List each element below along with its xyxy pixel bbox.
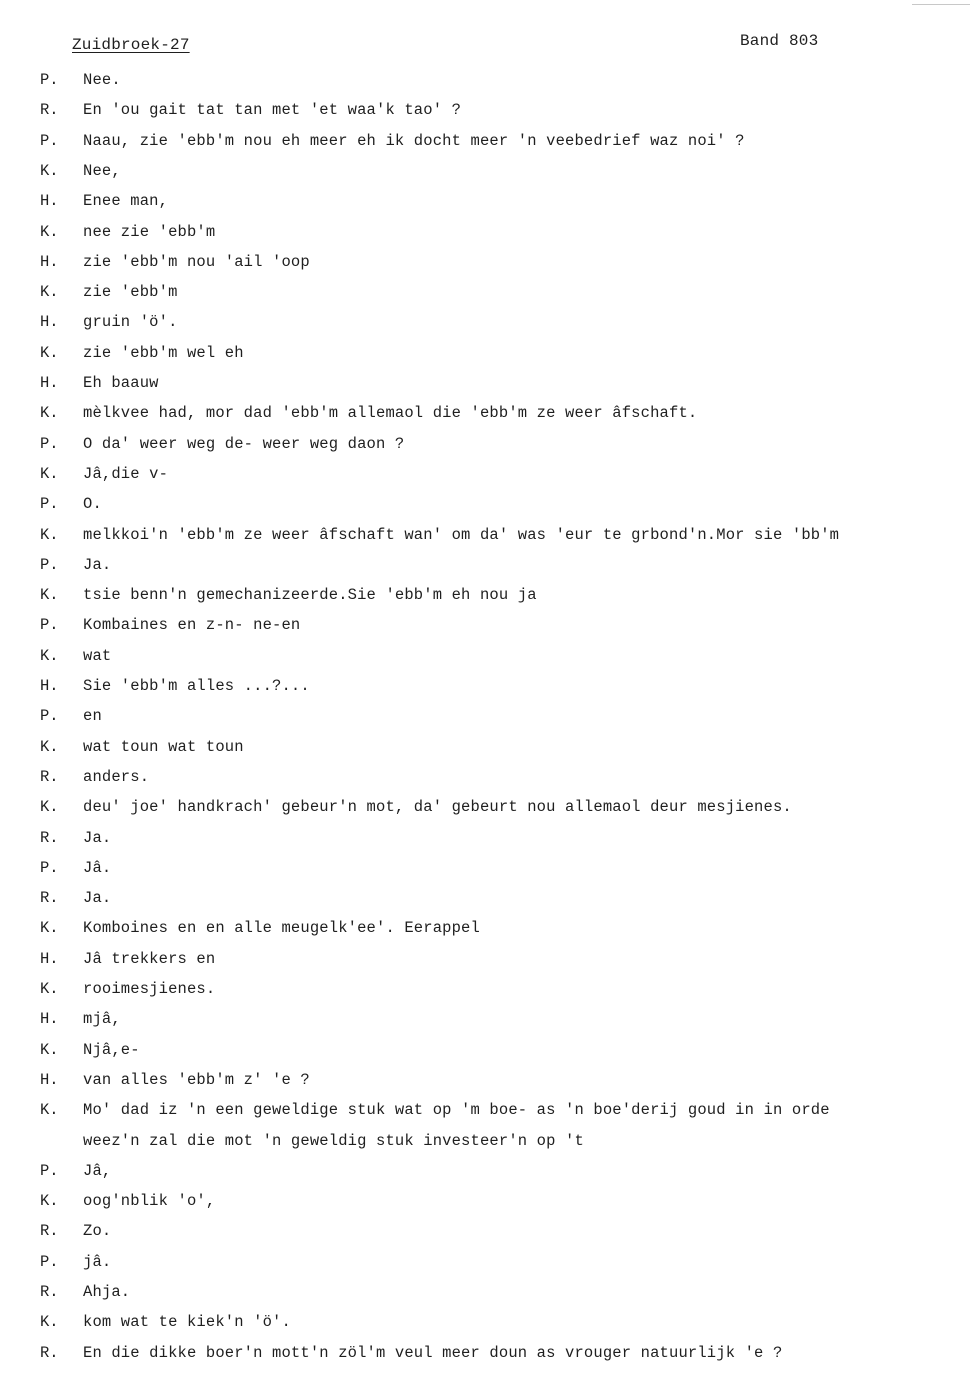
speaker-label: K.: [40, 798, 59, 817]
speaker-label: P.: [40, 555, 59, 574]
utterance-text: Njâ,e-: [83, 1040, 140, 1059]
utterance-text: O.: [83, 495, 102, 514]
speaker-label: K.: [40, 1192, 59, 1211]
speaker-label: H.: [40, 252, 59, 271]
speaker-label: K.: [40, 464, 59, 483]
speaker-label: K.: [40, 980, 59, 998]
utterance-text: van alles 'ebb'm z' 'e ?: [83, 1070, 310, 1089]
speaker-label: P.: [40, 434, 59, 453]
speaker-label: R.: [40, 828, 59, 847]
speaker-label: P.: [40, 858, 59, 877]
speaker-label: K.: [40, 586, 59, 605]
speaker-label: R.: [40, 1283, 59, 1301]
speaker-label: R.: [40, 1343, 59, 1362]
speaker-label: K.: [40, 222, 59, 241]
speaker-label: H.: [40, 192, 59, 211]
utterance-text: Ahja.: [83, 1283, 131, 1301]
speaker-label: R.: [40, 767, 59, 786]
utterance-text: en: [83, 707, 102, 726]
speaker-label: H.: [40, 313, 59, 332]
speaker-label: H.: [40, 949, 59, 968]
utterance-text: Zo.: [83, 1222, 112, 1241]
speaker-label: K.: [40, 525, 59, 544]
speaker-label: K.: [40, 404, 59, 423]
utterance-text: Nee,: [83, 161, 121, 180]
utterance-text: Jâ trekkers en: [83, 949, 216, 968]
utterance-text: Naau, zie 'ebb'm nou eh meer eh ik docht meer 'n veebedrief waz noi' ?: [83, 131, 745, 150]
utterance-text: Ja.: [83, 555, 112, 574]
speaker-label: R.: [40, 889, 59, 908]
utterance-text: deu' joe' handkrach' gebeur'n mot, da' gebeurt nou allemaol deur mesjienes.: [83, 798, 792, 817]
speaker-label: H.: [40, 1070, 59, 1089]
speaker-label: K.: [40, 283, 59, 302]
speaker-label: P.: [40, 495, 59, 514]
utterance-text: Eh baauw: [83, 374, 159, 392]
utterance-text: melkkoi'n 'ebb'm ze weer âfschaft wan' om da' was 'eur te grbond'n.Mor sie 'bb'm: [83, 525, 840, 544]
utterance-text: kom wat te kiek'n 'ö'.: [83, 1313, 291, 1332]
utterance-text: tsie benn'n gemechanizeerde.Sie 'ebb'm eh nou ja: [83, 586, 537, 605]
utterance-text: En 'ou gait tat tan met 'et waa'k tao' ?: [83, 101, 462, 120]
utterance-text: zie 'ebb'm nou 'ail 'oop: [83, 252, 310, 271]
speaker-label: K.: [40, 737, 59, 756]
utterance-text: Sie 'ebb'm alles ...?...: [83, 677, 310, 695]
speaker-label: R.: [40, 1222, 59, 1241]
utterance-text: rooimesjienes.: [83, 980, 216, 998]
speaker-label: H.: [40, 374, 59, 392]
utterance-text: O da' weer weg de- weer weg daon ?: [83, 434, 405, 453]
utterance-text: weez'n zal die mot 'n geweldig stuk investeer'n op 't: [83, 1131, 584, 1150]
utterance-text: gruin 'ö'.: [83, 313, 178, 332]
utterance-text: wat: [83, 646, 112, 665]
speaker-label: P.: [40, 1161, 59, 1180]
speaker-label: K.: [40, 919, 59, 938]
utterance-text: Kombaines en z-n- ne-en: [83, 616, 301, 635]
speaker-label: H.: [40, 1010, 59, 1029]
utterance-text: Mo' dad iz 'n een geweldige stuk wat op 'm boe- as 'n boe'derij goud in in orde: [83, 1101, 830, 1120]
utterance-text: Nee.: [83, 71, 121, 89]
speaker-label: K.: [40, 1040, 59, 1059]
utterance-text: Komboines en en alle meugelk'ee'. Eerappel: [83, 919, 480, 938]
speaker-label: R.: [40, 101, 59, 120]
utterance-text: zie 'ebb'm: [83, 283, 178, 302]
speaker-label: K.: [40, 343, 59, 362]
speaker-label: P.: [40, 1252, 59, 1271]
utterance-text: Ja.: [83, 828, 112, 847]
document-title: Zuidbroek-27: [72, 36, 190, 54]
utterance-text: Jâ.: [83, 858, 112, 877]
utterance-text: Jâ,: [83, 1161, 112, 1180]
tape-number: Band 803: [740, 32, 819, 50]
utterance-text: wat toun wat toun: [83, 737, 244, 756]
utterance-text: zie 'ebb'm wel eh: [83, 343, 244, 362]
speaker-label: K.: [40, 1101, 59, 1120]
utterance-text: Enee man,: [83, 192, 169, 211]
utterance-text: nee zie 'ebb'm: [83, 222, 216, 241]
speaker-label: K.: [40, 1313, 59, 1332]
speaker-label: P.: [40, 616, 59, 635]
utterance-text: oog'nblik 'o',: [83, 1192, 216, 1211]
utterance-text: jâ.: [83, 1252, 112, 1271]
speaker-label: H.: [40, 677, 59, 695]
speaker-label: K.: [40, 646, 59, 665]
speaker-label: P.: [40, 131, 59, 150]
speaker-label: P.: [40, 707, 59, 726]
utterance-text: Jâ,die v-: [83, 464, 169, 483]
speaker-label: K.: [40, 161, 59, 180]
utterance-text: mjâ,: [83, 1010, 121, 1029]
utterance-text: mèlkvee had, mor dad 'ebb'm allemaol die 'ebb'm ze weer âfschaft.: [83, 404, 698, 423]
utterance-text: Ja.: [83, 889, 112, 908]
speaker-label: P.: [40, 71, 59, 89]
utterance-text: En die dikke boer'n mott'n zöl'm veul meer doun as vrouger natuurlijk 'e ?: [83, 1343, 783, 1362]
utterance-text: anders.: [83, 767, 150, 786]
